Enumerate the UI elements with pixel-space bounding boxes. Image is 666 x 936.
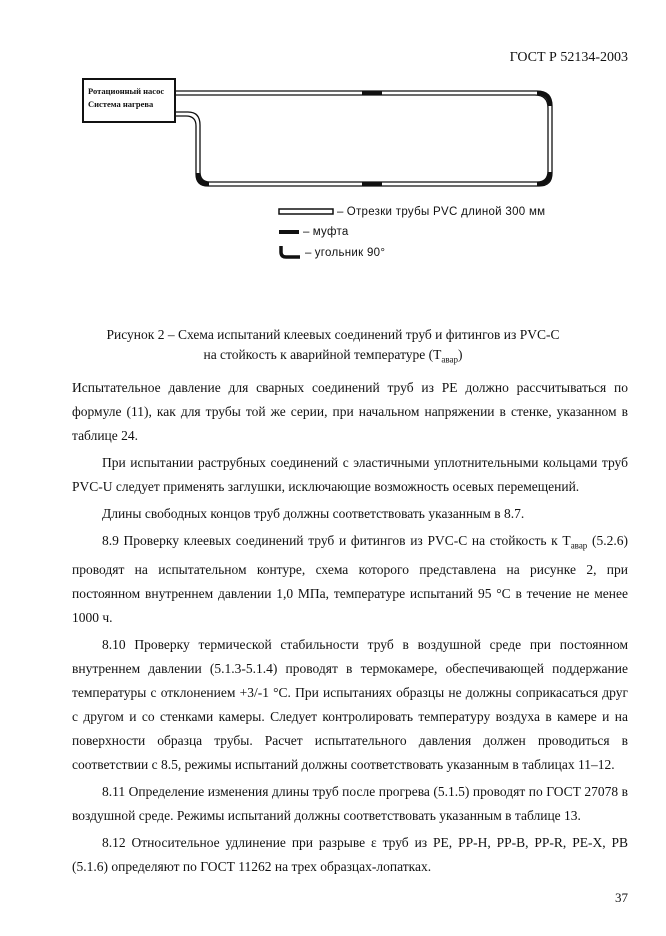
paragraph-8-9-rest: (5.2.6) проводят на испытательном контуре, схема которого представлена на рисунке 2, при постоянном внутреннем давлении 1,0 МПа, температуре испытаний 95 °С в течение не менее 1000 ч. [72,533,628,625]
document-body [72,376,628,882]
paragraph-8-9-subscript: авар [570,540,588,551]
caption-line-2-end: ) [458,347,463,362]
elbow-mark [537,172,550,184]
legend-item-elbow: – угольник 90° [278,246,545,266]
legend-label-pipe: Отрезки трубы PVC длиной 300 мм [346,206,546,218]
elbow-90-icon [278,246,302,260]
caption-line-2-text: на стойкость к аварийной температуре (T [203,347,442,362]
paragraph: При испытании раструбных соединений с эластичными уплотнительными кольцами труб PVC-U следует применять заглушки, исключающие возможность осевых перемещений. [72,455,628,494]
pipe-segment-icon [278,207,334,217]
coupling-icon [278,227,300,237]
paragraph-8-9-text: 8.9 Проверку клеевых соединений труб и фитингов из PVC-C на стойкость к T [102,533,571,548]
box-label-heating: Система нагрева [88,99,154,109]
figure-legend [278,206,545,266]
document-code: ГОСТ Р 52134-2003 [509,50,628,65]
paragraph-8-10: 8.10 Проверку термической стабильности труб в воздушной среде при постоянном внутреннем давлении (5.1.3-5.1.4) проводят в термокамере, обеспечивающей поддержание температуры с отклонением +3/-1 °С. При испытаниях образцы не должны соприкасаться друг с другом и со стенками камеры. Следует контролировать температуру воздуха в камере и на поверхности образца трубы. Расчет испытательного давления должен проводиться в соответствии с 8.5, режимы испытаний должны соответствовать указанным в таблицах 11–12. [72,636,628,772]
caption-line-2 [0,345,666,370]
legend-label-elbow: угольник 90° [314,247,386,260]
box-label-pump: Ротационный насос [88,86,165,96]
elbow-mark [198,173,209,184]
figure-caption [0,325,666,370]
elbow-mark [537,93,550,106]
caption-line-1: Рисунок 2 – Схема испытаний клеевых соединений труб и фитингов из PVC-C [106,327,560,342]
pipe-loop-inner [176,95,548,182]
pump-heater-box [82,78,176,123]
paragraph-8-9 [72,529,628,630]
page-number: 37 [615,890,628,905]
paragraph-8-12: 8.12 Относительное удлинение при разрыве ε труб из PE, PP-H, PP-B, PP-R, PE-X, PB (5.1.6) определяют по ГОСТ 11262 на трех образцах-лопатках. [72,834,628,874]
paragraph: Испытательное давление для сварных соединений труб из PE должно рассчитываться по формуле (11), как для трубы той же серии, при начальном напряжении в стенке, указанном в таблице 24. [72,380,628,443]
paragraph: Длины свободных концов труб должны соответствовать указанным в 8.7. [102,506,525,521]
legend-item-pipe: – Отрезки трубы PVC длиной 300 мм [278,206,545,226]
legend-item-coupling: – муфта [278,226,545,246]
pipe-loop-outer [176,91,552,186]
legend-label-coupling: муфта [312,226,349,238]
paragraph-8-11: 8.11 Определение изменения длины труб после прогрева (5.1.5) проводят по ГОСТ 27078 в воздушной среде. Режимы испытаний должны соответствовать указанным в таблице 13. [72,783,628,823]
caption-subscript: авар [441,354,459,365]
